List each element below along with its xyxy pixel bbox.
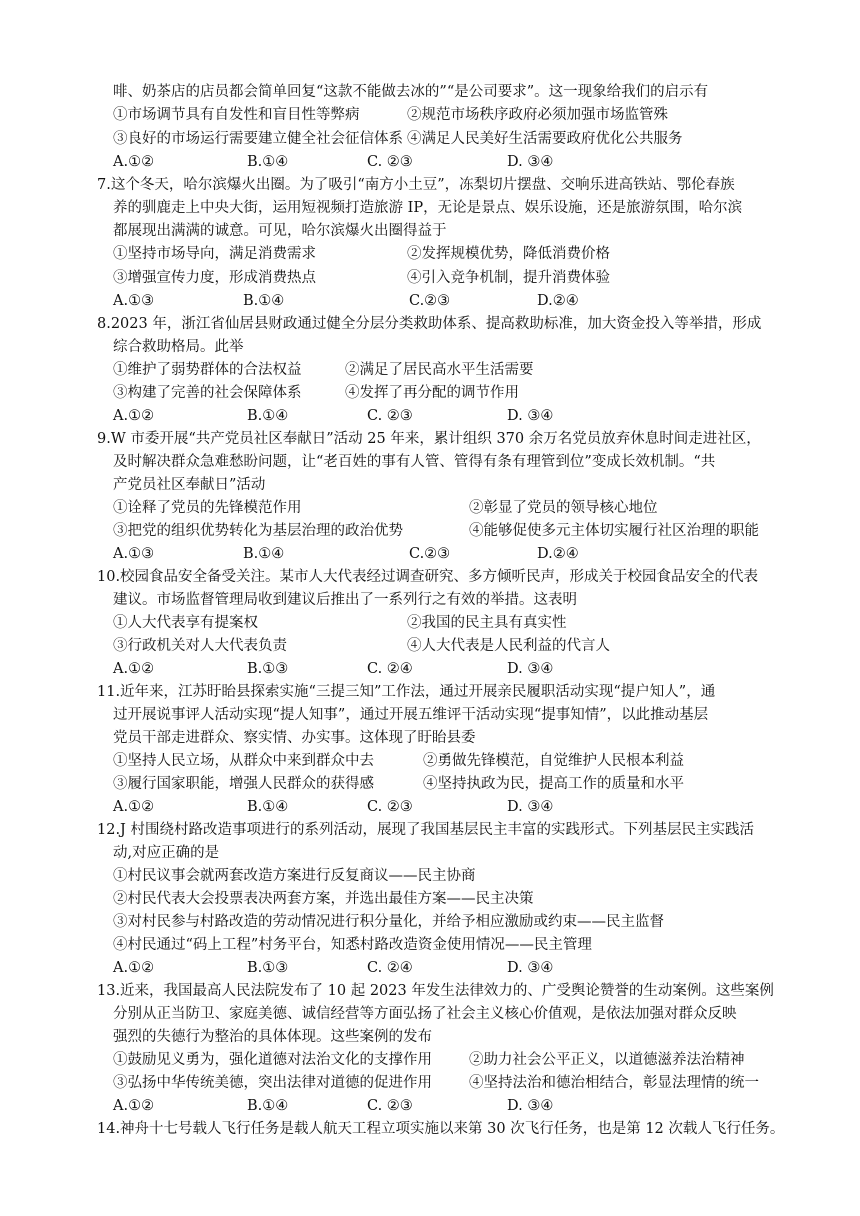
- q7-stem-line3: 都展现出满满的诚意。可见，哈尔滨爆火出圈得益于: [113, 223, 447, 239]
- q13-answer-c: C. ②③: [367, 1098, 413, 1114]
- q10-stem-line2: 建议。市场监督管理局收到建议后推出了一系列行之有效的举措。这表明: [113, 592, 577, 608]
- q11-stem-line3: 党员干部走进群众、察实情、办实事。这体现了盱眙县委: [113, 730, 476, 746]
- q13-choice-4: ④坚持法治和德治相结合，彰显法理情的统一: [469, 1075, 759, 1091]
- q14-stem-line1: 14.神舟十七号载人飞行任务是载人航天工程立项实施以来第 30 次飞行任务，也是第 12 次载人飞行任务。: [97, 1121, 785, 1137]
- q13-choice-1: ①鼓励见义勇为，强化道德对法治文化的支撑作用: [113, 1052, 432, 1068]
- q12-choice-2: ②村民代表大会投票表决两套方案，并选出最佳方案——民主决策: [113, 891, 534, 907]
- q6-choice-3: ③良好的市场运行需要建立健全社会征信体系: [113, 131, 403, 147]
- q6-answer-b: B.①④: [247, 154, 289, 170]
- q9-choice-3: ③把党的组织优势转化为基层治理的政治优势: [113, 523, 403, 539]
- q11-choice-1: ①坚持人民立场，从群众中来到群众中去: [113, 753, 374, 769]
- q8-choice-1: ①维护了弱势群体的合法权益: [113, 362, 302, 378]
- q10-choice-3: ③行政机关对人大代表负责: [113, 638, 287, 654]
- q8-choice-3: ③构建了完善的社会保障体系: [113, 385, 302, 401]
- q10-choice-4: ④人大代表是人民利益的代言人: [407, 638, 610, 654]
- q11-choice-3: ③履行国家职能，增强人民群众的获得感: [113, 776, 374, 792]
- q6-choice-1: ①市场调节具有自发性和盲目性等弊病: [113, 107, 360, 123]
- q7-choice-3: ③增强宣传力度，形成消费热点: [113, 270, 316, 286]
- q8-answer-c: C. ②③: [367, 408, 413, 424]
- q11-stem-line2: 过开展说事评人活动实现“提人知事”，通过开展五维评干活动实现“提事知情”，以此推动基层: [113, 707, 709, 723]
- q9-choice-1: ①诠释了党员的先锋模范作用: [113, 500, 302, 516]
- q11-answer-d: D. ③④: [507, 799, 554, 815]
- q10-stem-line1: 10.校园食品安全备受关注。某市人大代表经过调查研究、多方倾听民声，形成关于校园食品安全的代表: [97, 569, 759, 585]
- q9-stem-line2: 及时解决群众急难愁盼问题，让“老百姓的事有人管、管得有条有理管到位”变成长效机制。“共: [113, 454, 716, 470]
- q7-answer-d: D.②④: [537, 293, 579, 309]
- q8-answer-d: D. ③④: [507, 408, 554, 424]
- q9-answer-c: C.②③: [409, 546, 451, 562]
- q10-answer-a: A.①②: [113, 661, 155, 677]
- q6-choice-2: ②规范市场秩序政府必须加强市场监管殊: [407, 107, 668, 123]
- q8-stem-line2: 综合救助格局。此举: [113, 339, 244, 355]
- q13-choice-2: ②助力社会公平正义，以道德滋养法治精神: [469, 1052, 745, 1068]
- q13-answer-d: D. ③④: [507, 1098, 554, 1114]
- q7-answer-a: A.①③: [113, 293, 155, 309]
- q8-answer-b: B.①④: [247, 408, 289, 424]
- q10-answer-b: B.①③: [247, 661, 289, 677]
- q9-choice-2: ②彰显了党员的领导核心地位: [469, 500, 658, 516]
- q12-choice-3: ③对村民参与村路改造的劳动情况进行积分量化，并给予相应激励或约束——民主监督: [113, 914, 664, 930]
- q9-stem-line3: 产党员社区奉献日”活动: [113, 477, 266, 493]
- q12-answer-c: C. ②④: [367, 960, 413, 976]
- q8-choice-2: ②满足了居民高水平生活需要: [345, 362, 534, 378]
- q13-stem-line1: 13.近来，我国最高人民法院发布了 10 起 2023 年发生法律效力的、广受舆论赞誉的生动案例。这些案例: [97, 983, 774, 999]
- q6-answer-c: C. ②③: [367, 154, 413, 170]
- q9-choice-4: ④能够促使多元主体切实履行社区治理的职能: [469, 523, 759, 539]
- q12-stem-line1: 12.J 村围绕村路改造事项进行的系列活动，展现了我国基层民主丰富的实践形式。下列基层民主实践活: [97, 822, 754, 838]
- q6-choice-4: ④满足人民美好生活需要政府优化公共服务: [407, 131, 683, 147]
- q9-stem-line1: 9.W 市委开展“共产党员社区奉献日”活动 25 年来，累计组织 370 余万名党员放弃休息时间走进社区，: [97, 431, 761, 447]
- q6-stem: 啡、奶茶店的店员都会简单回复“这款不能做去冰的”“是公司要求”。这一现象给我们的启示有: [113, 84, 709, 100]
- q8-choice-4: ④发挥了再分配的调节作用: [345, 385, 519, 401]
- q7-choice-1: ①坚持市场导向，满足消费需求: [113, 246, 316, 262]
- q13-choice-3: ③弘扬中华传统美德，突出法律对道德的促进作用: [113, 1075, 432, 1091]
- q7-stem-line2: 养的驯鹿走上中央大街，运用短视频打造旅游 IP，无论是景点、娱乐设施，还是旅游氛围，哈尔滨: [113, 200, 743, 216]
- q10-answer-d: D. ③④: [507, 661, 554, 677]
- q10-answer-c: C. ②④: [367, 661, 413, 677]
- q9-answer-a: A.①③: [113, 546, 155, 562]
- q8-answer-a: A.①②: [113, 408, 155, 424]
- q6-answer-d: D. ③④: [507, 154, 554, 170]
- q13-stem-line3: 强烈的失德行为整治的具体体现。这些案例的发布: [113, 1029, 432, 1045]
- q7-answer-c: C.②③: [409, 293, 451, 309]
- q12-choice-4: ④村民通过“码上工程”村务平台，知悉村路改造资金使用情况——民主管理: [113, 937, 592, 953]
- q12-answer-b: B.①③: [247, 960, 289, 976]
- q13-answer-a: A.①②: [113, 1098, 155, 1114]
- q7-answer-b: B.①④: [243, 293, 285, 309]
- q11-answer-a: A.①②: [113, 799, 155, 815]
- q12-stem-line2: 动,对应正确的是: [113, 845, 220, 861]
- q12-answer-d: D. ③④: [507, 960, 554, 976]
- q11-answer-c: C. ②③: [367, 799, 413, 815]
- q7-stem-line1: 7.这个冬天，哈尔滨爆火出圈。为了吸引“南方小土豆”，冻梨切片摆盘、交响乐进高铁站、鄂伦春族: [97, 177, 735, 193]
- q9-answer-d: D.②④: [537, 546, 579, 562]
- q10-choice-2: ②我国的民主具有真实性: [407, 615, 567, 631]
- q13-stem-line2: 分别从正当防卫、家庭美德、诚信经营等方面弘扬了社会主义核心价值观，是依法加强对群众反映: [113, 1006, 737, 1022]
- q11-choice-4: ④坚持执政为民，提高工作的质量和水平: [423, 776, 684, 792]
- q11-stem-line1: 11.近年来，江苏盱眙县探索实施“三提三知”工作法，通过开展亲民履职活动实现“提户知人”，通: [97, 684, 716, 700]
- q12-choice-1: ①村民议事会就两套改造方案进行反复商议——民主协商: [113, 868, 476, 884]
- q11-answer-b: B.①④: [247, 799, 289, 815]
- q7-choice-4: ④引入竞争机制，提升消费体验: [407, 270, 610, 286]
- q11-choice-2: ②勇做先锋模范，自觉维护人民根本利益: [423, 753, 684, 769]
- q12-answer-a: A.①②: [113, 960, 155, 976]
- q8-stem-line1: 8.2023 年，浙江省仙居县财政通过健全分层分类救助体系、提高救助标准，加大资金投入等举措，形成: [97, 316, 762, 332]
- q13-answer-b: B.①④: [247, 1098, 289, 1114]
- q7-choice-2: ②发挥规模优势，降低消费价格: [407, 246, 610, 262]
- q6-answer-a: A.①②: [113, 154, 155, 170]
- q10-choice-1: ①人大代表享有提案权: [113, 615, 258, 631]
- q9-answer-b: B.①④: [243, 546, 285, 562]
